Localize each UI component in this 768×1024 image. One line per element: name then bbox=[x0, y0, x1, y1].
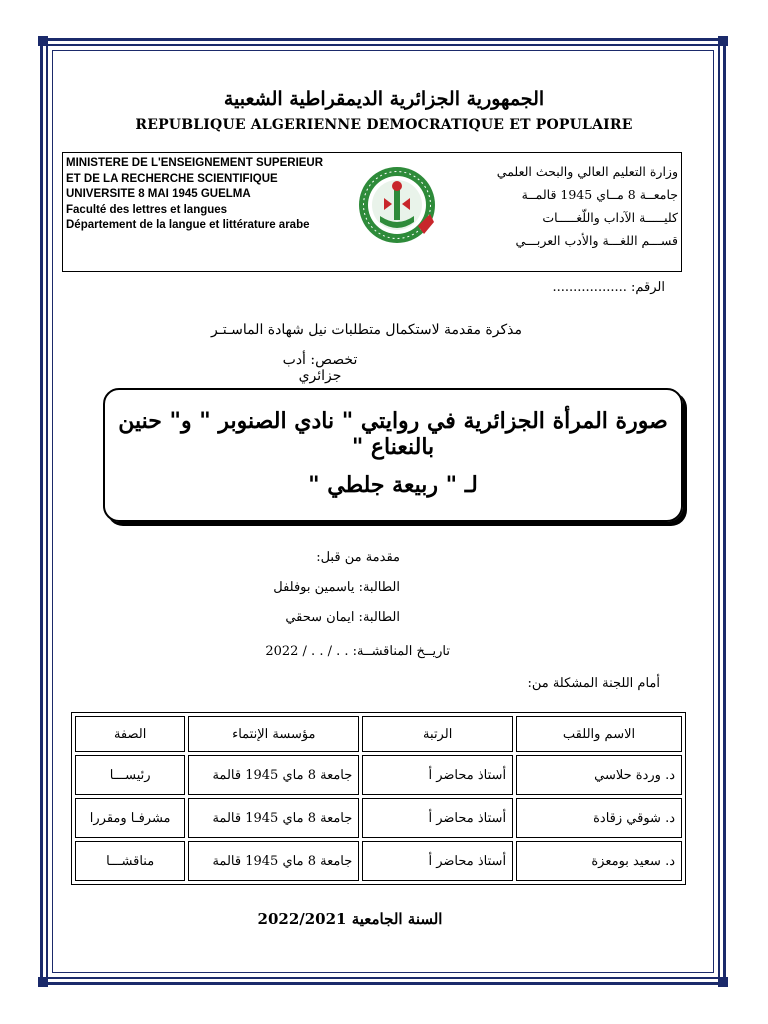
jury-role: مناقشـــا bbox=[75, 841, 185, 881]
specialty: تخصص: أدب جزائري bbox=[282, 352, 358, 384]
academic-year: السنة الجامعية 2022/2021 bbox=[257, 910, 443, 928]
republic-title-french: REPUBLIQUE ALGERIENNE DEMOCRATIQUE ET POPULAIRE bbox=[135, 117, 633, 133]
jury-role: رئيســـا bbox=[75, 755, 185, 795]
jury-role: مشرفـا ومقررا bbox=[75, 798, 185, 838]
university-arabic: جامعــة 8 مــاي 1945 قالمــة bbox=[521, 187, 678, 202]
student-name-1: الطالبة: ياسمين بوفلفل bbox=[273, 580, 400, 595]
university-line: UNIVERSITE 8 MAI 1945 GUELMA bbox=[66, 188, 251, 200]
thesis-title: صورة المرأة الجزائرية في روايتي " نادي الصنوبر " و" حنين بالنعناع " bbox=[118, 408, 668, 460]
ministry-line-2: ET DE LA RECHERCHE SCIENTIFIQUE bbox=[66, 172, 278, 185]
republic-title-arabic: الجمهورية الجزائرية الديمقراطية الشعبية bbox=[223, 88, 545, 110]
jury-row bbox=[75, 798, 682, 838]
jury-table bbox=[71, 712, 686, 885]
header-institution: مؤسسة الإنتماء bbox=[188, 716, 359, 752]
jury-header-row bbox=[75, 716, 682, 752]
ministry-arabic: وزارة التعليم العالي والبحث العلمي bbox=[496, 164, 678, 179]
jury-institution: جامعة 8 ماي 1945 قالمة bbox=[188, 841, 359, 881]
university-logo bbox=[356, 164, 438, 246]
institution-french bbox=[66, 156, 336, 234]
jury-rank: أستاذ محاضر أ bbox=[362, 798, 513, 838]
jury-rank: أستاذ محاضر أ bbox=[362, 755, 513, 795]
jury-row bbox=[75, 841, 682, 881]
border-corner bbox=[718, 977, 728, 987]
faculty-arabic: كليـــــة الآداب واللّغـــــات bbox=[542, 210, 678, 225]
jury-institution: جامعة 8 ماي 1945 قالمة bbox=[188, 755, 359, 795]
faculty-line: Faculté des lettres et langues bbox=[66, 203, 228, 216]
presented-by-label: مقدمة من قبل: bbox=[316, 550, 400, 565]
ministry-line-1: MINISTERE DE L'ENSEIGNEMENT SUPERIEUR bbox=[66, 157, 324, 169]
memo-statement: مذكرة مقدمة لاستكمال متطلبات نيل شهادة الماسـتـر bbox=[210, 322, 522, 338]
border-corner bbox=[718, 36, 728, 46]
student-name-2: الطالبة: ايمان سحقي bbox=[285, 610, 400, 625]
header-rank: الرتبة bbox=[362, 716, 513, 752]
header-name: الاسم واللقب bbox=[516, 716, 682, 752]
reference-number: الرقم: .................. bbox=[552, 280, 665, 295]
header-role: الصفة bbox=[75, 716, 185, 752]
thesis-author: لـ " ربيعة جلطي " bbox=[308, 472, 478, 498]
jury-name: د. وردة حلاسي bbox=[516, 755, 682, 795]
institution-arabic bbox=[464, 160, 678, 252]
border-corner bbox=[38, 36, 48, 46]
jury-rank: أستاذ محاضر أ bbox=[362, 841, 513, 881]
jury-row bbox=[75, 755, 682, 795]
committee-label: أمام اللجنة المشكلة من: bbox=[527, 676, 660, 691]
border-corner bbox=[38, 977, 48, 987]
department-line: Département de la langue et littérature arabe bbox=[66, 219, 310, 231]
department-arabic: قســـم اللغـــة والأدب العربـــي bbox=[515, 233, 678, 248]
jury-name: د. سعيد بومعزة bbox=[516, 841, 682, 881]
jury-name: د. شوقي زقادة bbox=[516, 798, 682, 838]
defense-date: تاريــخ المناقشــة: . . / . . / 2022 bbox=[265, 644, 450, 659]
jury-institution: جامعة 8 ماي 1945 قالمة bbox=[188, 798, 359, 838]
